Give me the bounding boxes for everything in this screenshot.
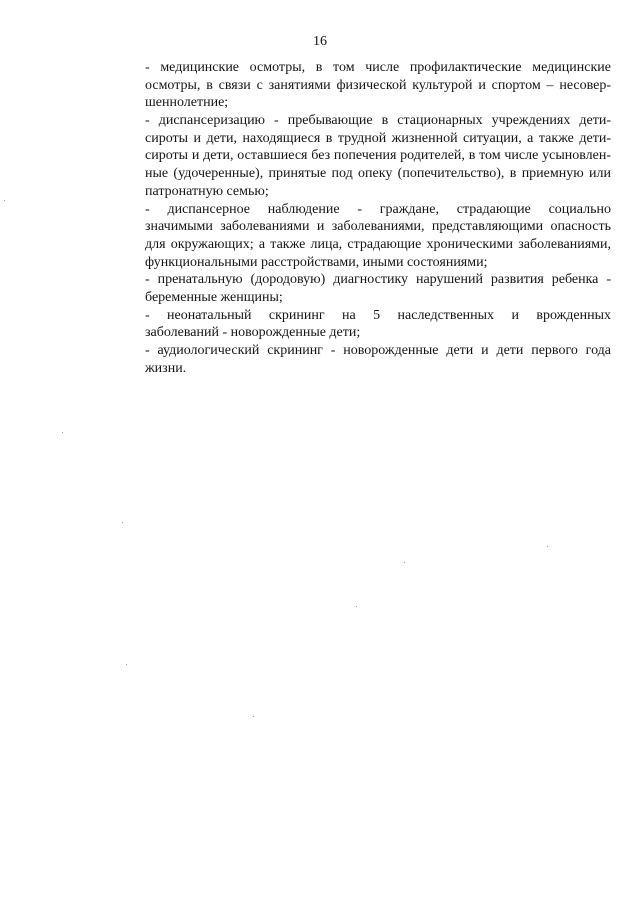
text-line: патронатную семью; <box>145 183 269 199</box>
paragraph-audiological-screening <box>117 342 611 377</box>
text-line: заболеваний - новорожденные дети; <box>145 325 361 341</box>
text-line: - аудиологический скрининг - новорожденные дети и дети первого года <box>145 343 611 359</box>
text-line: значимыми заболеваниями и заболеваниями, представляющими опасность <box>145 219 611 235</box>
text-line: - диспансеризацию - пребывающие в стационарных учреждениях дети- <box>145 113 611 129</box>
text-line: ные (удочеренные), принятые под опеку (попечительство), в приемную или <box>145 166 611 182</box>
scan-speck <box>122 522 123 523</box>
paragraph-neonatal-screening <box>117 307 611 342</box>
paragraph-medical-examinations <box>117 59 611 112</box>
text-line: - диспансерное наблюдение - граждане, страдающие социально <box>145 201 611 217</box>
page-number: 16 <box>313 34 327 49</box>
text-line: шеннолетние; <box>145 95 229 111</box>
text-line: сироты и дети, оставшиеся без попечения родителей, в том числе усыновлен- <box>145 148 611 164</box>
text-line: жизни. <box>145 360 187 376</box>
scan-speck <box>62 432 63 433</box>
document-body <box>117 59 611 377</box>
scan-speck <box>4 200 5 201</box>
text-line: осмотры, в связи с занятиями физической культурой и спортом – несовер- <box>145 77 611 93</box>
scan-speck <box>547 546 548 547</box>
text-line: беременные женщины; <box>145 289 283 305</box>
text-line: - медицинские осмотры, в том числе профилактические медицинские <box>145 60 611 75</box>
paragraph-dispanserization <box>117 112 611 200</box>
text-line: для окружающих; а также лица, страдающие хроническими заболеваниями, <box>145 236 611 252</box>
scan-speck <box>356 606 357 607</box>
text-line: функциональными расстройствами, иными состояниями; <box>145 254 488 270</box>
paragraph-dispensary-observation <box>117 201 611 272</box>
scan-speck <box>126 664 127 665</box>
paragraph-prenatal-diagnostics <box>117 271 611 306</box>
scan-speck <box>404 562 405 563</box>
text-line: сироты и дети, находящиеся в трудной жизненной ситуации, а также дети- <box>145 130 611 146</box>
text-line: - пренатальную (дородовую) диагностику нарушений развития ребенка - <box>145 272 611 288</box>
text-line: - неонатальный скрининг на 5 наследственных и врожденных <box>145 307 611 323</box>
scan-speck <box>253 716 254 717</box>
